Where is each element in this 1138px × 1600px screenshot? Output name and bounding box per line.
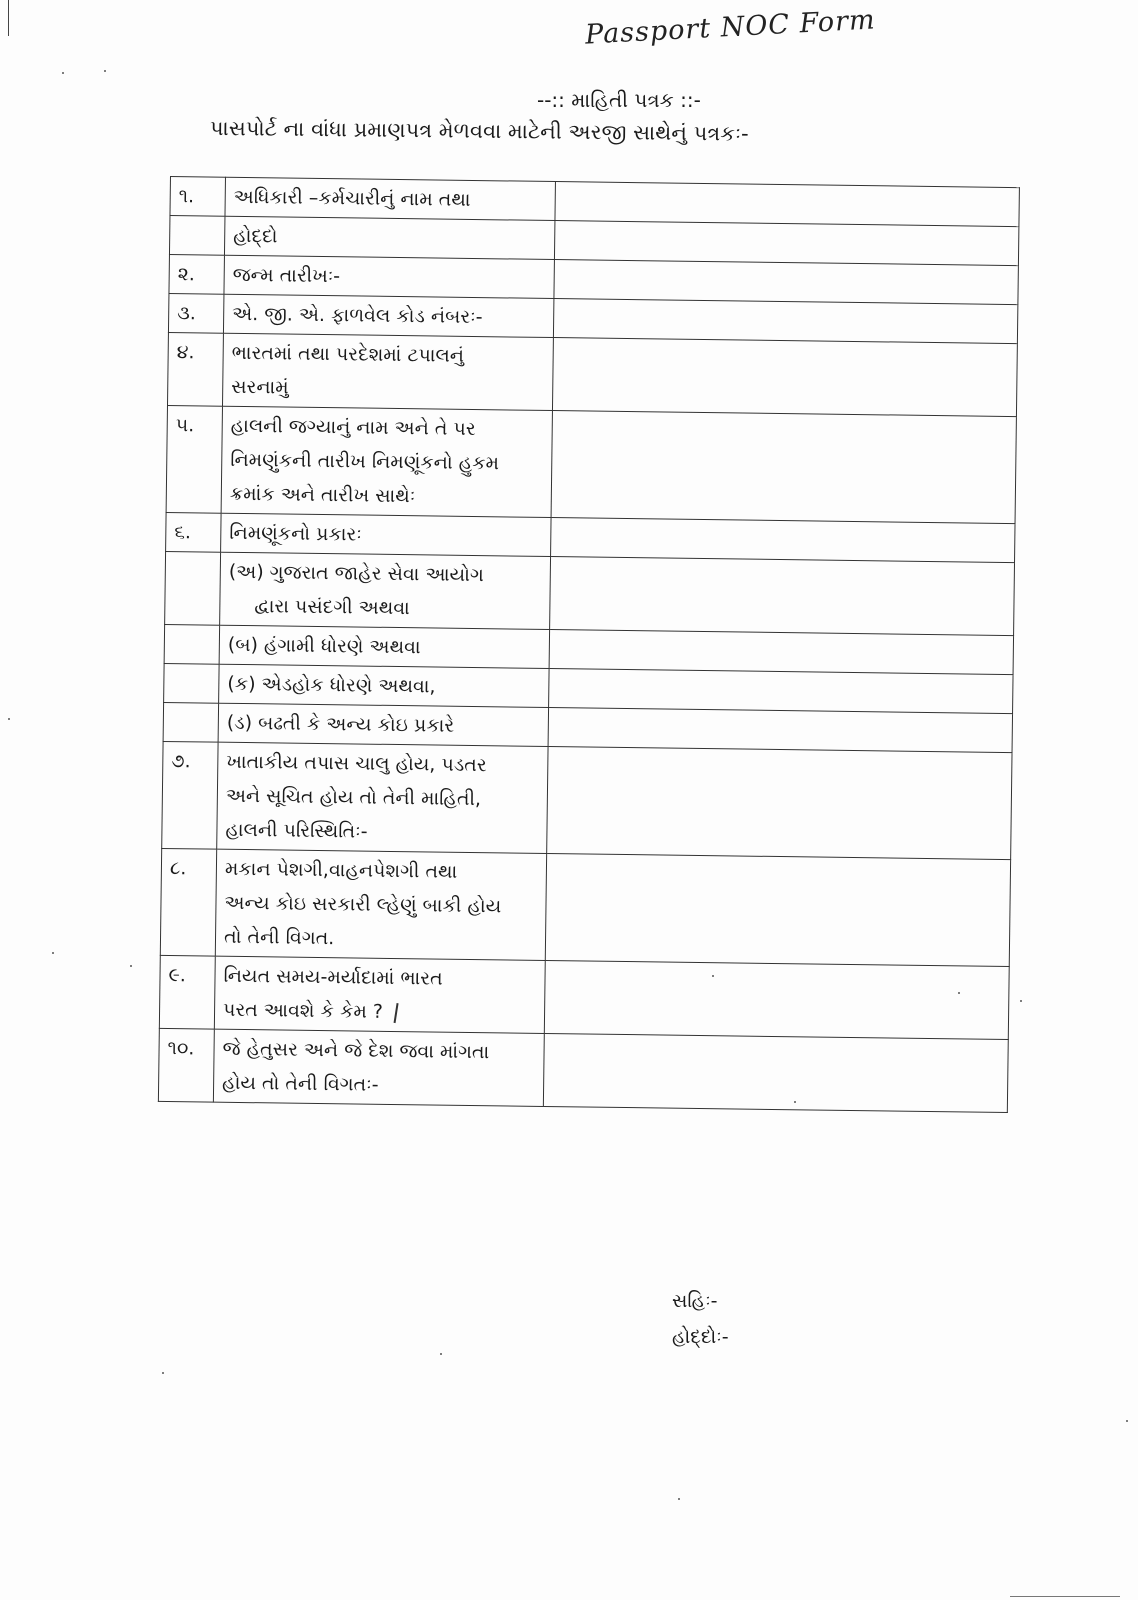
information-table <box>158 176 1020 1113</box>
row-number: ૧૦. <box>158 1028 214 1102</box>
question-line: (અ) ગુજરાત જાહેર સેવા આયોગ <box>228 560 484 587</box>
question-line: જે હેતુસર અને જે દેશ જવા માંગતા <box>222 1037 490 1064</box>
handwritten-title: Passport NOC Form <box>584 4 877 51</box>
answer-cell <box>549 669 1013 714</box>
scan-speck <box>162 1372 164 1374</box>
row-question <box>222 333 553 410</box>
row-number <box>165 551 221 625</box>
row-question <box>220 552 551 629</box>
scan-speck <box>678 1498 680 1500</box>
row-number <box>164 624 220 664</box>
question-line: હોય તો તેની વિગતઃ- <box>221 1071 379 1096</box>
scan-speck <box>52 952 54 954</box>
scan-speck <box>62 72 64 74</box>
scan-speck <box>1020 1000 1022 1002</box>
scan-speck <box>8 718 10 720</box>
question-line: (ક) એડહોક ધોરણે અથવા, <box>227 672 436 698</box>
row-number: ૯. <box>159 955 215 1029</box>
question-line: સરનામું <box>231 375 289 399</box>
row-question <box>214 956 545 1033</box>
question-line: નિમણુંકની તારીખ નિમણૂંકનો હુકમ <box>230 448 500 475</box>
table-row <box>158 1028 1008 1112</box>
question-line: હોદ્દો <box>233 224 278 248</box>
row-number: ૨. <box>169 254 225 294</box>
answer-cell <box>545 853 1010 966</box>
question-line: અન્ય કોઇ સરકારી લ્હેણું બાકી હોય <box>224 891 502 918</box>
row-number: ૪. <box>167 332 223 406</box>
row-number: ૭. <box>162 741 218 849</box>
scan-edge-line <box>8 0 9 36</box>
row-number: ૩. <box>168 293 224 333</box>
scan-speck <box>1126 1420 1128 1422</box>
row-question <box>221 513 551 556</box>
answer-cell <box>552 338 1017 417</box>
row-question <box>217 742 548 853</box>
row-number: ૮. <box>160 848 216 956</box>
answer-cell <box>547 746 1012 859</box>
question-line: જન્મ તારીખઃ- <box>232 263 341 288</box>
table-row <box>167 332 1017 416</box>
answer-cell <box>543 1033 1008 1112</box>
answer-cell <box>554 221 1018 266</box>
row-question <box>225 177 555 220</box>
row-question <box>221 406 552 517</box>
scan-edge-line <box>1010 1596 1120 1597</box>
question-line: (બ) હંગામી ધોરણે અથવા <box>227 633 421 659</box>
question-line: દ્વારા પસંદગી અથવા <box>254 595 410 620</box>
question-line: નિમણૂંકનો પ્રકારઃ <box>229 521 362 546</box>
question-line: ક્રમાંક અને તારીખ સાથેઃ <box>229 482 416 508</box>
scan-speck <box>440 1353 442 1355</box>
answer-cell <box>544 960 1009 1039</box>
answer-cell <box>553 299 1017 344</box>
answer-cell <box>549 630 1013 675</box>
form-subheading: પાસપોર્ટ ના વાંધા પ્રમાણપત્ર મેળવવા માટેની અરજી સાથેનું પત્રકઃ- <box>209 116 749 146</box>
question-line: ખાતાકીય તપાસ ચાલુ હોય, પડતર <box>226 750 487 777</box>
form-heading: --:: માહિતી પત્રક ::- <box>537 88 701 112</box>
row-number <box>164 663 220 703</box>
answer-cell <box>548 708 1012 753</box>
scan-speck <box>958 992 960 994</box>
row-question <box>224 255 554 298</box>
question-line: અને સૂચિત હોય તો તેની માહિતી, <box>225 784 482 811</box>
table-row <box>160 848 1010 966</box>
answer-cell <box>554 260 1018 305</box>
row-number: ૫. <box>166 405 222 513</box>
row-question <box>223 294 553 337</box>
row-number <box>169 216 225 256</box>
answer-cell <box>551 411 1016 524</box>
designation-label: હોદ્દોઃ- <box>672 1326 729 1348</box>
table-row <box>166 405 1016 523</box>
question-line: નિયત સમય-મર્યાદામાં ભારત <box>223 964 443 990</box>
question-line: એ. જી. એ. ફાળવેલ કોડ નંબરઃ- <box>232 302 483 329</box>
row-question <box>213 1029 544 1106</box>
scan-speck <box>712 975 714 977</box>
row-question <box>215 849 546 960</box>
answer-cell <box>550 557 1015 636</box>
question-line: તો તેની વિગત. <box>223 925 335 950</box>
signature-label: સહિઃ- <box>672 1290 718 1312</box>
table-row <box>162 741 1012 859</box>
row-number: ૧. <box>170 177 226 217</box>
row-question <box>224 216 554 259</box>
question-line: અધિકારી –કર્મચારીનું નામ તથા <box>233 185 471 211</box>
question-line: હાલની જગ્યાનું નામ અને તે પર <box>230 414 476 441</box>
row-number: ૬. <box>166 512 222 552</box>
table-row <box>159 955 1009 1039</box>
row-question <box>219 625 549 668</box>
row-question <box>218 703 548 746</box>
question-line: (ડ) બઢતી કે અન્ય કોઇ પ્રકારે <box>226 711 455 737</box>
question-line: ભારતમાં તથા પરદેશમાં ટપાલનું <box>231 341 465 367</box>
signature-block <box>672 1283 729 1355</box>
question-line: પરત આવશે કે કેમ ? <box>222 998 384 1023</box>
table-row <box>165 551 1015 635</box>
question-line: હાલની પરિસ્થિતિઃ- <box>225 818 368 843</box>
row-number <box>163 702 219 742</box>
answer-cell <box>551 518 1015 563</box>
row-question <box>219 664 549 707</box>
answer-cell <box>555 182 1019 227</box>
scan-speck <box>794 1101 796 1103</box>
question-line: મકાન પેશગી,વાહનપેશગી તથા <box>224 857 458 883</box>
pen-stroke-mark <box>393 1003 398 1023</box>
scan-speck <box>130 965 132 967</box>
scan-speck <box>104 70 106 72</box>
